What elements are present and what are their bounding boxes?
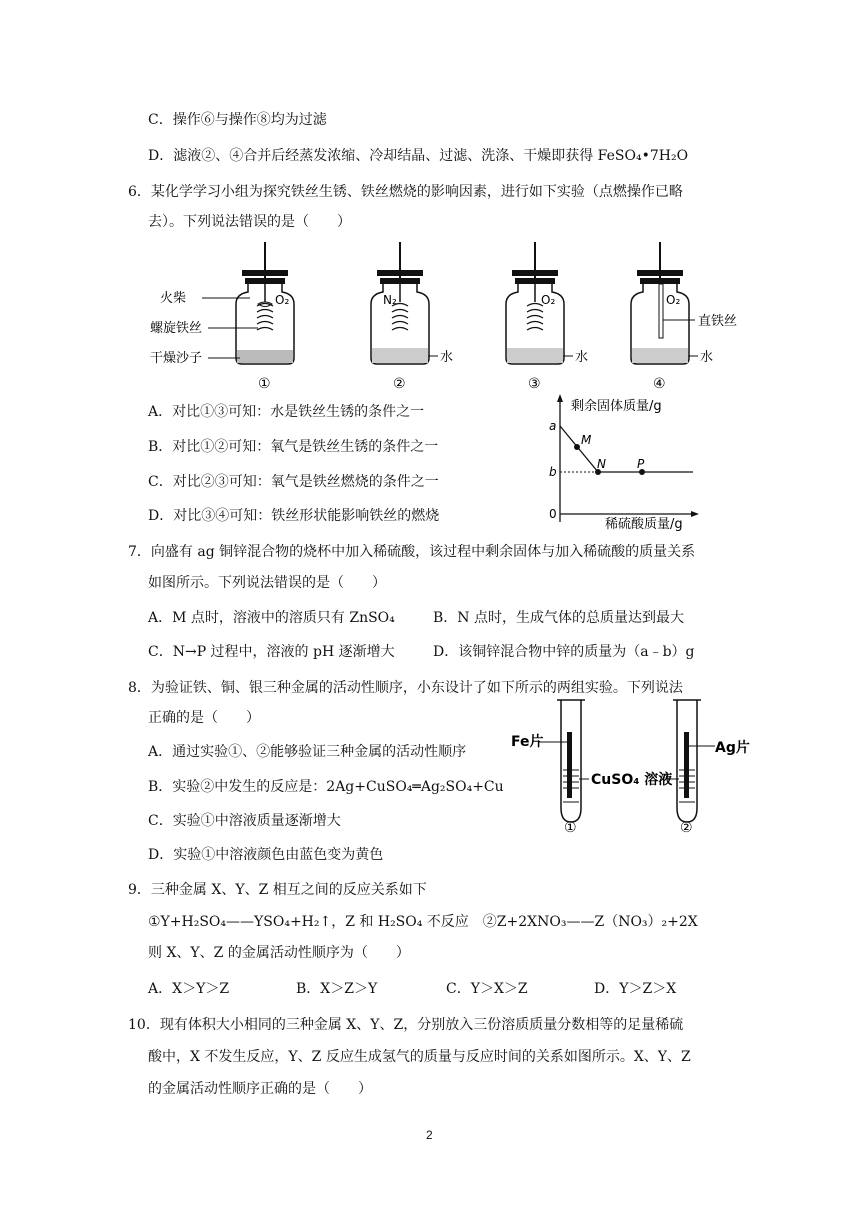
q7-graph (535, 392, 710, 534)
q7-option-c: C．N→P 过程中，溶液的 pH 逐渐增大 (148, 644, 395, 660)
bottle-4-gas: O₂ (666, 293, 681, 307)
bottle-3-water-label: 水 (575, 350, 589, 365)
bottle-3-number: ③ (528, 376, 541, 392)
q9-stem: 9．三种金属 X、Y、Z 相互之间的反应关系如下 (128, 882, 427, 898)
q9-question: 则 X、Y、Z 的金属活动性顺序为（ ） (148, 945, 410, 961)
bottle-3-gas: O₂ (541, 293, 556, 307)
q8-option-b: B．实验②中发生的反应是：2Ag+CuSO₄═Ag₂SO₄+Cu (148, 779, 504, 795)
q10-stem-line2: 酸中，X 不发生反应，Y、Z 反应生成氢气的质量与反应时间的关系如图所示。X、Y、Z (148, 1049, 691, 1065)
q9-option-c: C．Y＞X＞Z (446, 981, 528, 997)
q6-option-b: B．对比①②可知：氧气是铁丝生锈的条件之一 (148, 439, 439, 455)
graph-y-label: 剩余固体质量/g (571, 399, 662, 414)
q8-option-c: C．实验①中溶液质量逐渐增大 (148, 813, 341, 829)
q8-stem-line1: 8．为验证铁、铜、银三种金属的活动性顺序，小东设计了如下所示的两组实验。下列说法 (128, 680, 683, 696)
q7-stem-line1: 7．向盛有 ag 铜锌混合物的烧杯中加入稀硫酸，该过程中剩余固体与加入稀硫酸的质量关系 (128, 544, 696, 560)
q7-option-b: B．N 点时，生成气体的总质量达到最大 (433, 610, 684, 626)
bottle-2-gas: N₂ (383, 293, 397, 307)
q5-option-c: C．操作⑥与操作⑧均为过滤 (148, 112, 327, 128)
label-match: 火柴 (160, 291, 187, 306)
page-number: 2 (426, 1128, 433, 1142)
graph-origin: 0 (549, 507, 557, 521)
graph-point-m (574, 444, 580, 450)
bottle-4-water-label: 水 (700, 350, 714, 365)
q9-reactions: ①Y+H₂SO₄——YSO₄+H₂↑，Z 和 H₂SO₄ 不反应 ②Z+2XNO₃——Z（NO₃）₂+2X (148, 914, 698, 930)
graph-a-label: a (549, 419, 557, 433)
q8-option-d: D．实验①中溶液颜色由蓝色变为黄色 (148, 847, 384, 863)
q8-stem-line2: 正确的是（ ） (148, 710, 260, 726)
bottle-3 (506, 242, 588, 392)
q6-stem-line2: 去）。下列说法错误的是（ ） (148, 214, 351, 230)
bottle-4-number: ④ (653, 376, 666, 392)
graph-n-label: N (597, 457, 606, 471)
bottle-2 (371, 242, 453, 392)
graph-p-label: P (637, 457, 645, 471)
q9-option-d: D．Y＞Z＞X (594, 981, 677, 997)
bottle-2-water-label: 水 (440, 350, 454, 365)
graph-m-label: M (581, 433, 592, 447)
graph-b-label: b (549, 465, 557, 479)
q6-option-a: A．对比①③可知：水是铁丝生锈的条件之一 (148, 404, 425, 420)
fe-label: Fe片 (511, 734, 544, 750)
q10-stem-line1: 10．现有体积大小相同的三种金属 X、Y、Z，分别放入三份溶质质量分数相等的足量稀硫 (128, 1017, 684, 1033)
q8-option-a: A．通过实验①、②能够验证三种金属的活动性顺序 (148, 744, 467, 760)
bottle-1 (150, 242, 294, 392)
ag-label: Ag片 (715, 740, 750, 756)
bottle-1-number: ① (258, 376, 271, 392)
q7-option-d: D．该铜锌混合物中锌的质量为（a﹣b）g (433, 644, 695, 660)
q7-stem-line2: 如图所示。下列说法错误的是（ ） (148, 575, 386, 591)
q9-option-a: A．X＞Y＞Z (148, 981, 230, 997)
q5-option-d: D．滤液②、④合并后经蒸发浓缩、冷却结晶、过滤、洗涤、干燥即获得 FeSO₄•7H₂O (148, 148, 689, 164)
label-dry-sand: 干燥沙子 (150, 351, 203, 366)
bottle-4 (631, 242, 737, 392)
q8-test-tubes-figure (505, 698, 765, 838)
q9-option-b: B．X＞Z＞Y (296, 981, 378, 997)
q10-stem-line3: 的金属活动性顺序正确的是（ ） (148, 1081, 372, 1097)
tube-2-number: ② (680, 820, 693, 836)
q6-stem-line1: 6．某化学学习小组为探究铁丝生锈、铁丝燃烧的影响因素，进行如下实验（点燃操作已略 (128, 184, 683, 200)
q6-bottles-figure (150, 240, 770, 395)
label-straight-wire: 直铁丝 (698, 314, 738, 329)
q6-option-c: C．对比②③可知：氧气是铁丝燃烧的条件之一 (148, 474, 439, 490)
q7-option-a: A．M 点时，溶液中的溶质只有 ZnSO₄ (148, 610, 395, 626)
graph-x-label: 稀硫酸质量/g (605, 517, 683, 532)
label-spiral-wire: 螺旋铁丝 (150, 321, 203, 336)
cuso4-label: CuSO₄ 溶液 (591, 772, 673, 788)
tube-1-number: ① (564, 820, 577, 836)
bottle-1-gas: O₂ (275, 293, 290, 307)
q6-option-d: D．对比③④可知：铁丝形状能影响铁丝的燃烧 (148, 508, 440, 524)
bottle-2-number: ② (393, 376, 406, 392)
